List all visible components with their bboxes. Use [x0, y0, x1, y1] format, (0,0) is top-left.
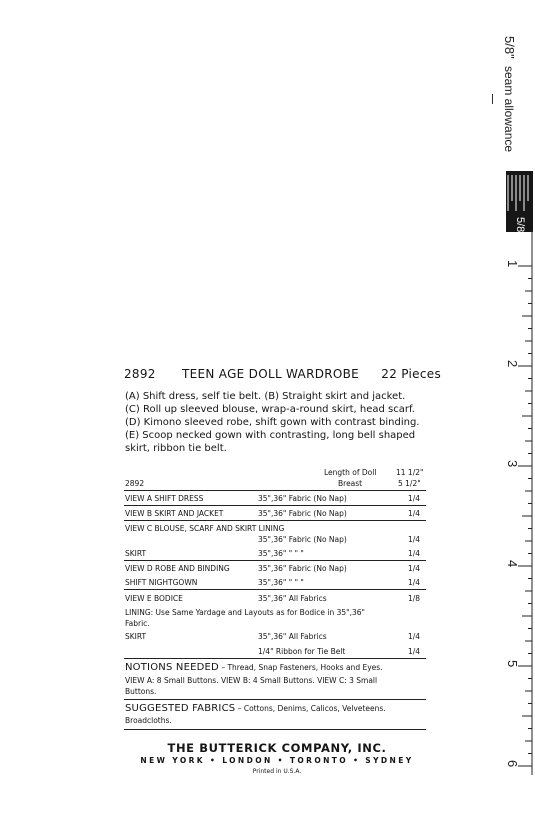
lining-note: Fabric.: [125, 619, 150, 628]
fabrics-text: Broadcloths.: [125, 716, 172, 725]
description-line: (C) Roll up sleeved blouse, wrap-a-round skirt, head scarf.: [125, 404, 415, 415]
row-label: VIEW D ROBE AND BINDING: [125, 564, 230, 573]
header-breast: Breast: [338, 479, 363, 488]
table-divider: [124, 589, 426, 590]
ruler-number: 1: [505, 260, 520, 268]
notions-text: Buttons.: [125, 687, 157, 696]
ruler-black-label: 5/8: [514, 217, 526, 232]
table-divider: [124, 490, 426, 491]
row-yards: 1/4: [408, 578, 421, 587]
row-fabric: 35",36" " " ": [258, 549, 304, 558]
fabrics-text: – Cottons, Denims, Calicos, Velveteens.: [235, 704, 386, 713]
notions-text: – Thread, Snap Fasteners, Hooks and Eyes.: [218, 663, 383, 672]
ruler-number: 4: [505, 560, 520, 568]
row-yards: 1/4: [408, 509, 421, 518]
row-label: SKIRT: [125, 632, 147, 641]
row-fabric: 35",36" Fabric (No Nap): [258, 535, 347, 544]
table-header-number: 2892: [125, 479, 145, 488]
row-label: VIEW B SKIRT AND JACKET: [125, 509, 224, 518]
ruler-number: 3: [505, 460, 520, 468]
company-cities: NEW YORK • LONDON • TORONTO • SYDNEY: [140, 756, 414, 765]
header-length: Length of Doll: [324, 468, 377, 477]
seam-mark: [492, 94, 493, 104]
row-fabric: 35",36" Fabric (No Nap): [258, 509, 347, 518]
pattern-title: TEEN AGE DOLL WARDROBE: [182, 367, 360, 381]
pattern-title-row: [124, 367, 441, 381]
row-yards: 1/4: [408, 494, 421, 503]
ruler-number: 5: [505, 660, 520, 668]
lining-note: LINING: Use Same Yardage and Layouts as for Bodice in 35",36": [125, 608, 365, 617]
row-yards: 1/4: [408, 632, 421, 641]
row-label: SHIFT NIGHTGOWN: [125, 578, 198, 587]
description-line: skirt, ribbon tie belt.: [125, 443, 227, 454]
description-line: (D) Kimono sleeved robe, shift gown with contrast binding.: [125, 417, 420, 428]
ruler-scale: [490, 230, 535, 775]
description-line: (E) Scoop necked gown with contrasting, long bell shaped: [125, 430, 416, 441]
notions-heading: NOTIONS NEEDED: [125, 662, 219, 673]
row-yards: 1/4: [408, 535, 421, 544]
ruler-number: 6: [505, 760, 520, 768]
pattern-number: 2892: [124, 367, 156, 381]
row-fabric: 35",36" " " ": [258, 578, 304, 587]
table-divider: [124, 505, 426, 506]
header-breast-value: 5 1/2": [398, 479, 421, 488]
notions-text: VIEW A: 8 Small Buttons. VIEW B: 4 Small Buttons. VIEW C: 3 Small: [125, 676, 378, 685]
description-line: (A) Shift dress, self tie belt. (B) Straight skirt and jacket.: [125, 391, 406, 402]
table-divider: [124, 520, 426, 521]
pattern-description: [125, 390, 425, 455]
row-label: VIEW E BODICE: [125, 594, 183, 603]
row-yards: 1/8: [408, 594, 421, 603]
seam-label-text: seam allowance: [502, 66, 516, 153]
table-divider: [124, 729, 426, 730]
fabrics-section: [125, 704, 386, 714]
seam-fraction-text: 5/8": [502, 36, 517, 59]
ruler-black-band: [506, 171, 533, 232]
notions-section: [125, 663, 383, 673]
row-fabric: 35",36" Fabric (No Nap): [258, 564, 347, 573]
row-label: VIEW C BLOUSE, SCARF AND SKIRT LINING: [125, 524, 285, 533]
header-length-value: 11 1/2": [396, 468, 424, 477]
fabrics-heading: SUGGESTED FABRICS: [125, 703, 236, 714]
ruler-number: 2: [505, 360, 520, 368]
pattern-pieces: 22 Pieces: [381, 367, 442, 381]
table-divider: [124, 699, 426, 700]
row-fabric: 35",36" All Fabrics: [258, 594, 327, 603]
printed-note: Printed in U.S.A.: [252, 768, 302, 775]
row-yards: 1/4: [408, 564, 421, 573]
row-fabric: 1/4" Ribbon for Tie Belt: [258, 647, 346, 656]
row-fabric: 35",36" Fabric (No Nap): [258, 494, 347, 503]
company-name: THE BUTTERICK COMPANY, INC.: [167, 741, 387, 755]
table-divider: [124, 658, 426, 659]
table-divider: [124, 560, 426, 561]
row-yards: 1/4: [408, 549, 421, 558]
row-label: VIEW A SHIFT DRESS: [125, 494, 204, 503]
row-label: SKIRT: [125, 549, 147, 558]
row-fabric: 35",36" All Fabrics: [258, 632, 327, 641]
row-yards: 1/4: [408, 647, 421, 656]
